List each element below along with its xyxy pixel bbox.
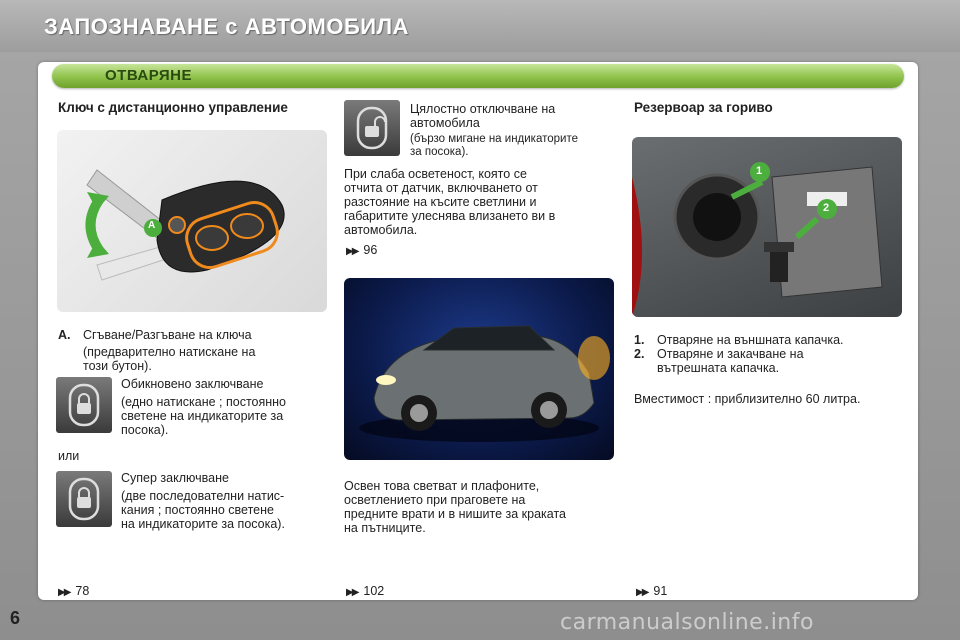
ref-right[interactable] [636, 584, 667, 598]
para2-line-4: на пътниците. [344, 521, 426, 535]
superlock-icon [56, 471, 112, 527]
remote-key-image [57, 130, 327, 312]
para2-line-2: осветлението при праговете на [344, 493, 526, 507]
fuel-marker-1: 1 [756, 165, 763, 177]
ref-left[interactable] [58, 584, 89, 598]
item-a-label: A. [58, 328, 71, 342]
watermark: carmanualsonline.info [560, 610, 814, 635]
step2-text-2: вътрешната капачка. [657, 361, 780, 375]
remote-key-heading: Ключ с дистанционно управление [58, 100, 288, 115]
item-a-note-1: (предварително натискане на [83, 345, 256, 359]
unlock-title-2: автомобила [410, 116, 480, 130]
item-a-note-2: този бутон). [83, 359, 152, 373]
lock-icon [56, 377, 112, 433]
step1-text: Отваряне на външната капачка. [657, 333, 844, 347]
superlock-desc-1: (две последователни натис- [121, 489, 285, 503]
lock-desc-3: посока). [121, 423, 169, 437]
fuel-cap-image [632, 137, 902, 317]
step2-num: 2. [634, 347, 645, 361]
page-ref-icon: ▶▶ [346, 587, 358, 598]
para1-line-4: габаритите улеснява влизането ви в [344, 209, 556, 223]
superlock-desc-3: на индикаторите за посока). [121, 517, 285, 531]
page-ref-icon: ▶▶ [636, 587, 648, 598]
item-a-text: Сгъване/Разгъване на ключа [83, 328, 252, 342]
para1-line-3: разстояние на късите светлини и [344, 195, 537, 209]
ref-left-number: 78 [75, 584, 90, 598]
page-number: 6 [10, 608, 21, 628]
superlock-title: Супер заключване [121, 471, 229, 485]
page-ref-icon: ▶▶ [346, 246, 358, 257]
lock-desc-1: (едно натискане ; постоянно [121, 395, 287, 409]
lock-title: Обикновено заключване [121, 377, 264, 391]
unlock-desc-2: за посока). [410, 146, 469, 158]
key-marker-a: A [148, 220, 156, 231]
ref-right-number: 91 [653, 584, 668, 598]
para1-line-5: автомобила. [344, 223, 418, 237]
fuel-marker-2: 2 [823, 202, 830, 214]
lock-desc-2: светене на индикаторите за [121, 409, 284, 423]
unlock-title-1: Цялостно отключване на [410, 102, 556, 116]
para1-line-2: отчита от датчик, включването от [344, 181, 538, 195]
ref-middle-1[interactable] [346, 243, 377, 257]
para2-line-1: Освен това светват и плафоните, [344, 479, 540, 493]
car-night-image [344, 278, 614, 460]
ref-middle-2-number: 102 [363, 584, 385, 598]
step1-num: 1. [634, 333, 645, 347]
fuel-capacity: Вместимост : приблизително 60 литра. [634, 392, 861, 406]
or-text: или [58, 449, 80, 463]
unlock-icon [344, 100, 400, 156]
ref-middle-1-number: 96 [363, 243, 378, 257]
section-title: ОТВАРЯНЕ [105, 67, 192, 84]
para1-line-1: При слаба осветеност, която се [344, 167, 527, 181]
superlock-desc-2: кания ; постоянно светене [121, 503, 274, 517]
unlock-desc-1: (бързо мигане на индикаторите [410, 133, 578, 145]
ref-middle-2[interactable] [346, 584, 384, 598]
fuel-heading: Резервоар за гориво [634, 100, 773, 115]
page-title: ЗАПОЗНАВАНЕ с АВТОМОБИЛА [44, 14, 409, 39]
step2-text-1: Отваряне и закачване на [657, 347, 804, 361]
page-ref-icon: ▶▶ [58, 587, 70, 598]
para2-line-3: предните врати и в нишите за краката [344, 507, 566, 521]
